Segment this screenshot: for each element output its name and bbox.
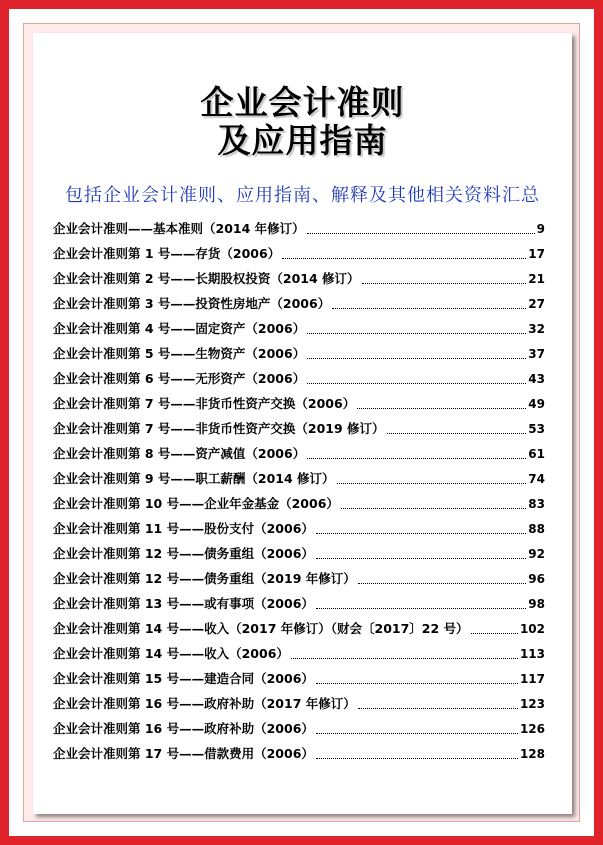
toc-entry[interactable] [53, 741, 545, 766]
toc-dot-leader [316, 607, 526, 609]
toc-entry[interactable] [53, 491, 545, 516]
toc-entry[interactable] [53, 216, 545, 241]
toc-entry-page: 88 [528, 522, 545, 536]
toc-entry-page: 27 [528, 297, 545, 311]
toc-entry[interactable] [53, 341, 545, 366]
toc-entry-page: 49 [528, 397, 545, 411]
toc-entry-title: 企业会计准则第 2 号——长期股权投资（2014 修订） [53, 271, 360, 286]
toc-entry[interactable] [53, 516, 545, 541]
toc-entry-page: 98 [528, 597, 545, 611]
toc-entry[interactable] [53, 591, 545, 616]
toc-dot-leader [316, 532, 526, 534]
toc-entry-page: 92 [528, 547, 545, 561]
document-title-line1: 企业会计准则 [200, 83, 405, 122]
toc-entry-title: 企业会计准则第 17 号——借款费用（2006） [53, 746, 314, 761]
toc-entry[interactable] [53, 691, 545, 716]
table-of-contents [53, 216, 545, 766]
toc-dot-leader [307, 357, 526, 359]
toc-entry-page: 113 [519, 647, 545, 661]
toc-entry-page: 102 [519, 622, 545, 636]
toc-dot-leader [387, 432, 527, 434]
toc-entry-title: 企业会计准则第 12 号——债务重组（2019 年修订） [53, 571, 356, 586]
toc-entry[interactable] [53, 541, 545, 566]
toc-entry-title: 企业会计准则第 7 号——非货币性资产交换（2006） [53, 396, 356, 411]
toc-entry-title: 企业会计准则——基本准则（2014 年修订） [53, 221, 305, 236]
toc-entry[interactable] [53, 616, 545, 641]
toc-entry-title: 企业会计准则第 6 号——无形资产（2006） [53, 371, 306, 386]
toc-entry[interactable] [53, 366, 545, 391]
toc-entry-title: 企业会计准则第 14 号——收入（2017 年修订）（财会〔2017〕22 号） [53, 621, 469, 636]
document-page [33, 33, 572, 814]
toc-dot-leader [362, 282, 527, 284]
toc-dot-leader [337, 482, 527, 484]
toc-dot-leader [358, 582, 527, 584]
toc-entry-page: 128 [519, 747, 545, 761]
toc-dot-leader [291, 657, 518, 659]
toc-dot-leader [307, 457, 526, 459]
toc-entry[interactable] [53, 441, 545, 466]
toc-entry[interactable] [53, 391, 545, 416]
toc-entry-title: 企业会计准则第 4 号——固定资产（2006） [53, 321, 306, 336]
toc-entry-title: 企业会计准则第 10 号——企业年金基金（2006） [53, 496, 339, 511]
toc-entry-title: 企业会计准则第 11 号——股份支付（2006） [53, 521, 314, 536]
toc-entry-page: 32 [528, 322, 545, 336]
toc-entry-page: 123 [519, 697, 545, 711]
toc-dot-leader [282, 257, 526, 259]
toc-dot-leader [341, 507, 526, 509]
toc-entry-title: 企业会计准则第 5 号——生物资产（2006） [53, 346, 306, 361]
toc-entry[interactable] [53, 266, 545, 291]
toc-entry-title: 企业会计准则第 9 号——职工薪酬（2014 修订） [53, 471, 335, 486]
toc-dot-leader [307, 232, 535, 234]
toc-entry-page: 117 [519, 672, 545, 686]
toc-dot-leader [316, 682, 518, 684]
toc-dot-leader [307, 382, 526, 384]
toc-entry-page: 37 [528, 347, 545, 361]
toc-entry[interactable] [53, 241, 545, 266]
toc-entry-page: 21 [528, 272, 545, 286]
toc-dot-leader [316, 557, 526, 559]
toc-entry-page: 43 [528, 372, 545, 386]
toc-entry[interactable] [53, 466, 545, 491]
toc-entry-title: 企业会计准则第 16 号——政府补助（2006） [53, 721, 314, 736]
toc-entry[interactable] [53, 416, 545, 441]
toc-entry[interactable] [53, 666, 545, 691]
toc-dot-leader [316, 732, 518, 734]
toc-dot-leader [332, 307, 526, 309]
toc-entry[interactable] [53, 566, 545, 591]
toc-entry-page: 17 [528, 247, 545, 261]
document-subtitle: 包括企业会计准则、应用指南、解释及其他相关资料汇总 [65, 185, 540, 206]
toc-dot-leader [307, 332, 526, 334]
toc-entry-page: 61 [528, 447, 545, 461]
toc-entry[interactable] [53, 641, 545, 666]
toc-entry-page: 9 [536, 222, 545, 236]
toc-entry-title: 企业会计准则第 13 号——或有事项（2006） [53, 596, 314, 611]
toc-entry-title: 企业会计准则第 8 号——资产减值（2006） [53, 446, 306, 461]
toc-entry-title: 企业会计准则第 15 号——建造合同（2006） [53, 671, 314, 686]
toc-entry[interactable] [53, 291, 545, 316]
toc-entry[interactable] [53, 316, 545, 341]
toc-entry-title: 企业会计准则第 7 号——非货币性资产交换（2019 修订） [53, 421, 385, 436]
toc-entry-page: 53 [528, 422, 545, 436]
toc-entry-page: 74 [528, 472, 545, 486]
toc-entry-title: 企业会计准则第 3 号——投资性房地产（2006） [53, 296, 331, 311]
toc-dot-leader [471, 632, 518, 634]
document-title-line2: 及应用指南 [217, 121, 388, 160]
toc-entry-title: 企业会计准则第 16 号——政府补助（2017 年修订） [53, 696, 356, 711]
toc-entry-page: 126 [519, 722, 545, 736]
toc-entry-title: 企业会计准则第 12 号——债务重组（2006） [53, 546, 314, 561]
toc-dot-leader [358, 707, 518, 709]
toc-entry-page: 83 [528, 497, 545, 511]
toc-entry-title: 企业会计准则第 14 号——收入（2006） [53, 646, 289, 661]
toc-entry-page: 96 [528, 572, 545, 586]
toc-dot-leader [316, 757, 518, 759]
toc-dot-leader [357, 407, 526, 409]
toc-entry[interactable] [53, 716, 545, 741]
toc-entry-title: 企业会计准则第 1 号——存货（2006） [53, 246, 281, 261]
